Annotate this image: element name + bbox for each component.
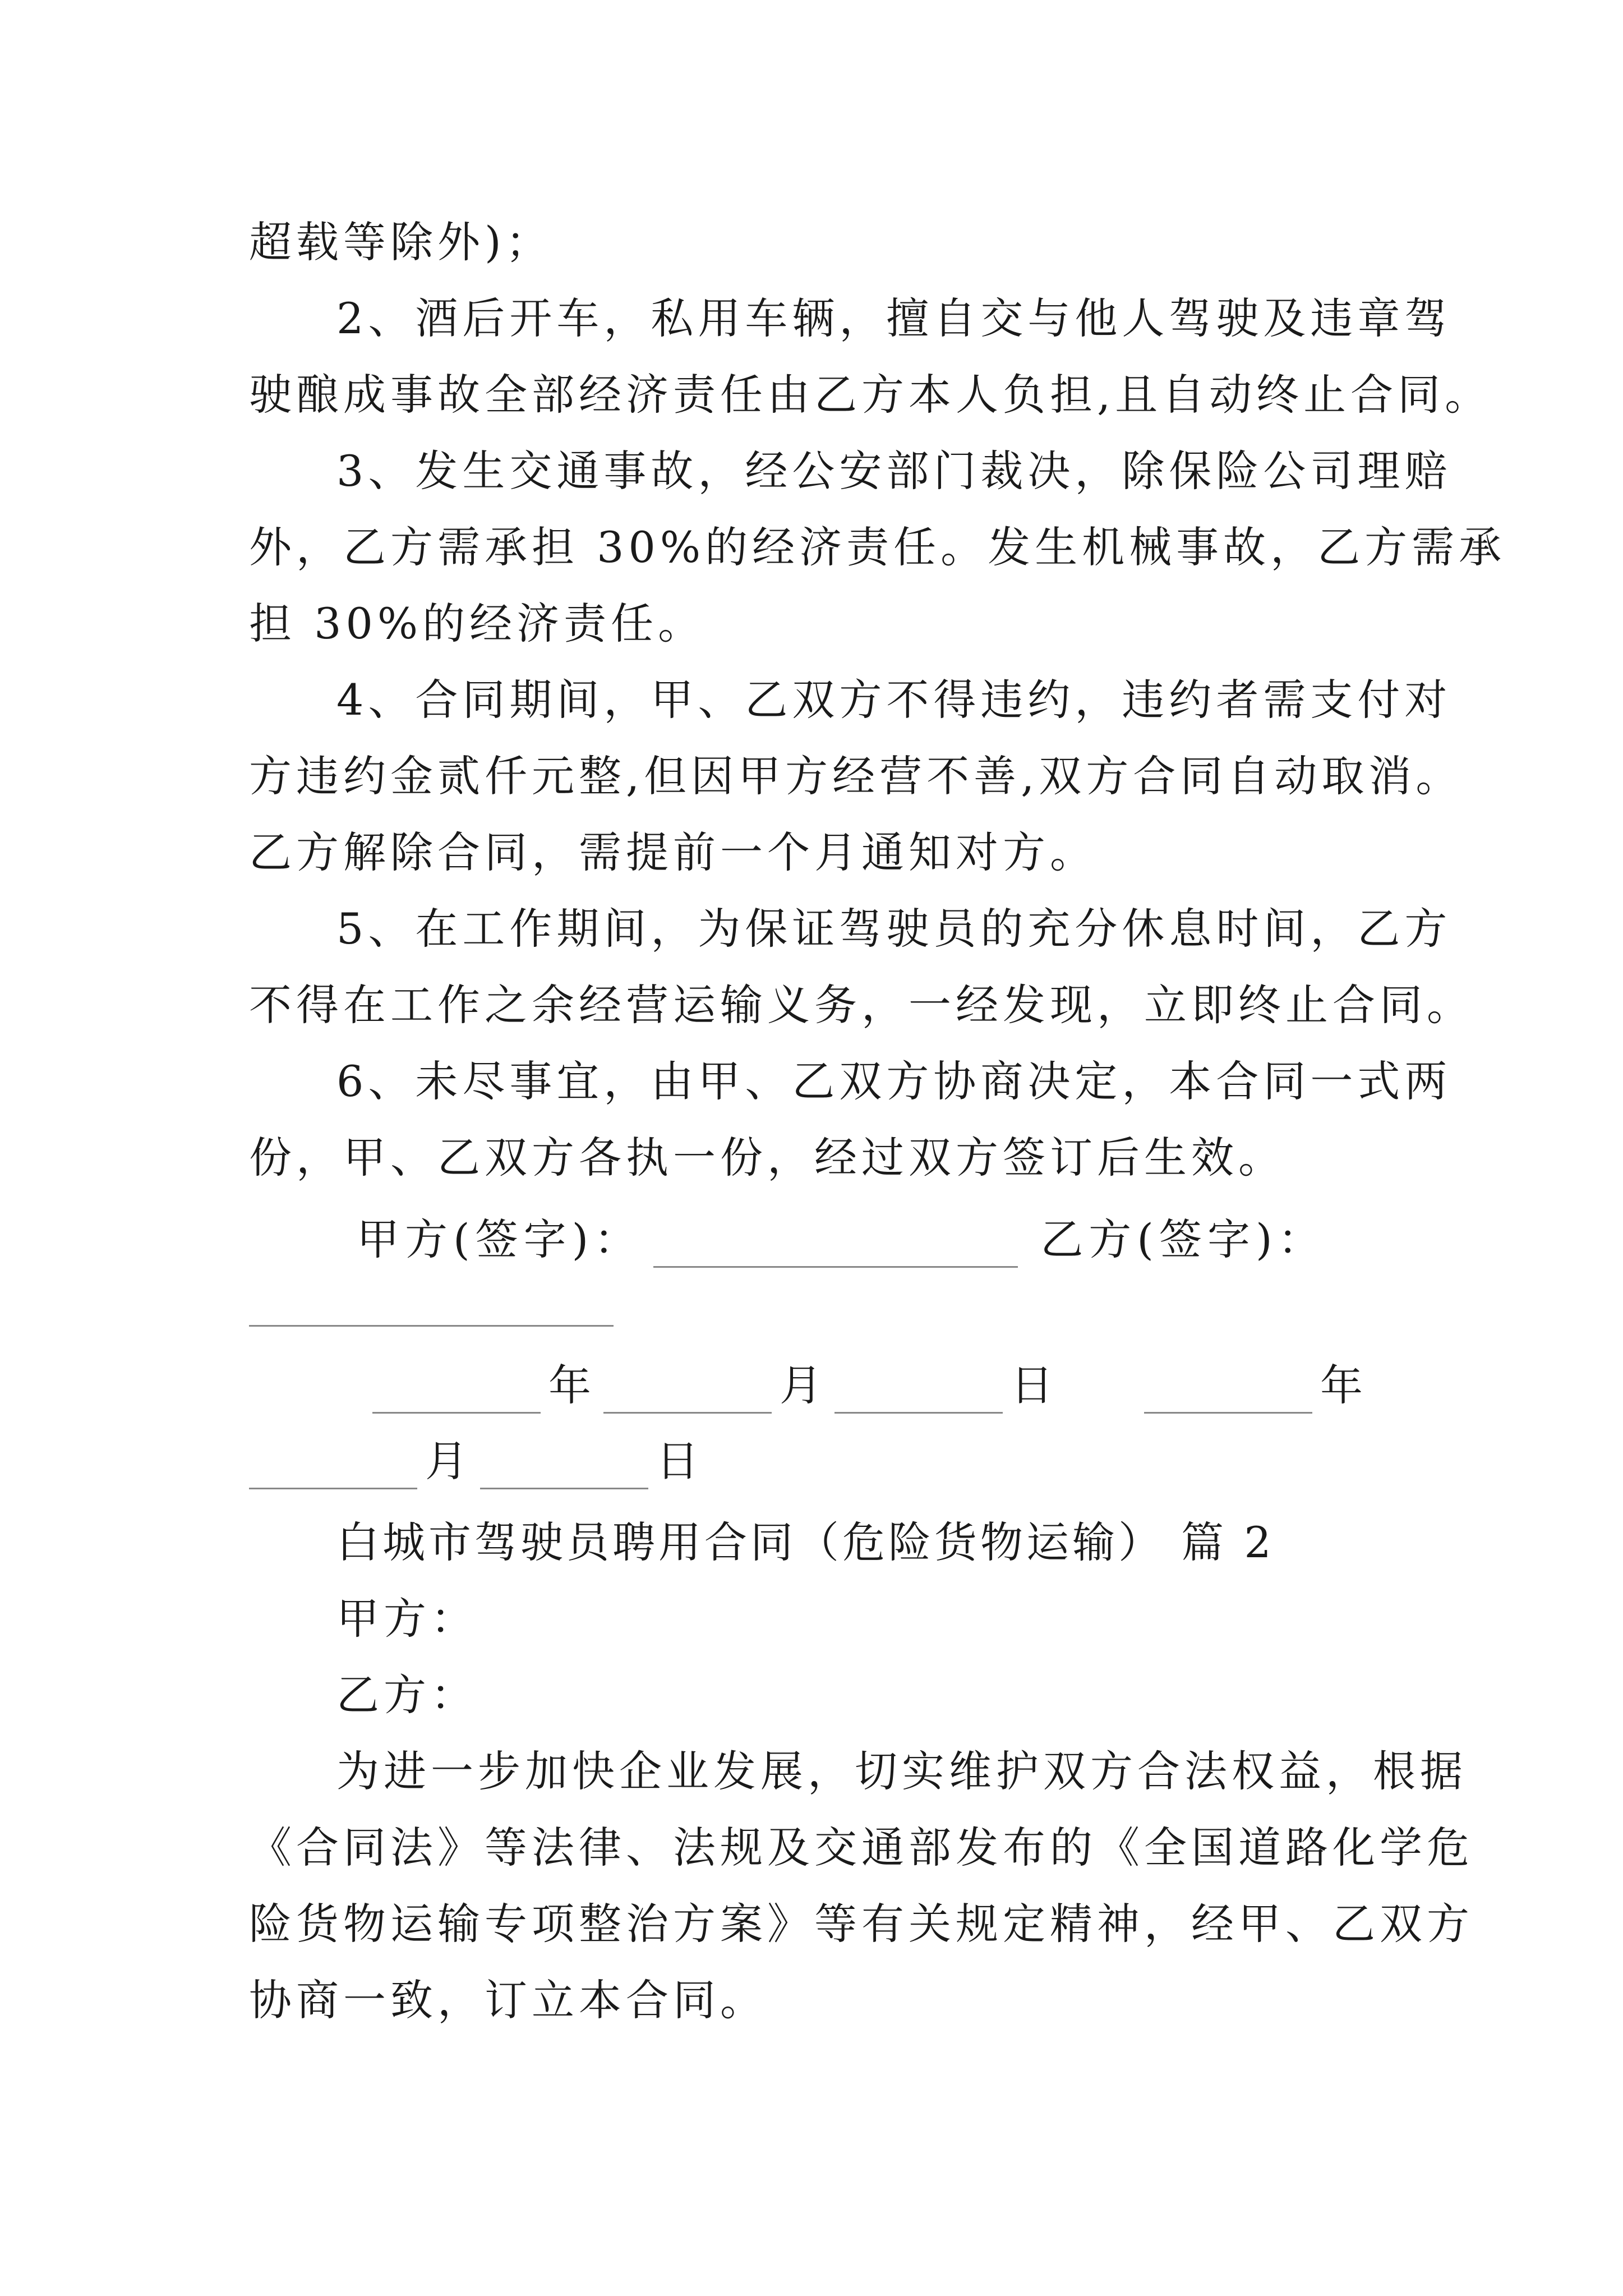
month-label: 月 [780, 1360, 827, 1410]
clause-2-line: 驶酿成事故全部经济责任由乙方本人负担,且自动终止合同。 [249, 370, 1492, 420]
party-a-year-blank[interactable] [372, 1373, 541, 1414]
party-a-label: 甲方： [336, 1594, 478, 1644]
date-row [365, 1358, 1367, 1414]
clause-4-line: 乙方解除合同，需提前一个月通知对方。 [249, 827, 1097, 877]
clause-4-line: 4、合同期间，甲、乙双方不得违约，违约者需支付对 [336, 675, 1452, 725]
party-b-label: 乙方： [336, 1670, 478, 1720]
clause-2-line: 2、酒后开车，私用车辆，擅自交与他人驾驶及违章驾 [336, 293, 1452, 343]
party-a-signature-label: 甲方(签字)： [357, 1214, 643, 1264]
section-title: 白城市驾驶员聘用合同（危险货物运输） 篇 2 [336, 1517, 1275, 1567]
clause-5-line: 5、在工作期间，为保证驾驶员的充分休息时间，乙方 [336, 904, 1452, 954]
clause-3-line: 担 30%的经济责任。 [249, 599, 706, 648]
party-a-signature-blank[interactable] [653, 1227, 1018, 1268]
party-a-month-blank[interactable] [603, 1373, 772, 1414]
day-label: 日 [1011, 1360, 1058, 1410]
clause-6-line: 6、未尽事宜，由甲、乙双方协商决定，本合同一式两 [336, 1056, 1452, 1106]
clause-4-line: 方违约金贰仟元整,但因甲方经营不善,双方合同自动取消。 [249, 751, 1463, 801]
clause-5-line: 不得在工作之余经营运输义务，一经发现，立即终止合同。 [249, 980, 1474, 1030]
party-b-signature-label: 乙方(签字)： [1040, 1214, 1326, 1264]
clause-6-line: 份，甲、乙双方各执一份，经过双方签订后生效。 [249, 1133, 1285, 1182]
signature-row [357, 1212, 1326, 1268]
year-label: 年 [1320, 1360, 1367, 1410]
clause-3-line: 外，乙方需承担 30%的经济责任。发生机械事故，乙方需承 [249, 522, 1506, 572]
day-label: 日 [656, 1436, 703, 1486]
party-a-day-blank[interactable] [834, 1373, 1003, 1414]
preamble-line: 为进一步加快企业发展，切实维护双方合法权益，根据 [336, 1746, 1467, 1796]
preamble-line: 《合同法》等法律、法规及交通部发布的《全国道路化学危 [249, 1823, 1474, 1872]
date-row [249, 1433, 703, 1489]
year-label: 年 [548, 1360, 596, 1410]
party-b-month-blank[interactable] [249, 1448, 417, 1489]
clause-3-line: 3、发生交通事故，经公安部门裁决，除保险公司理赔 [336, 446, 1452, 496]
party-b-signature-blank[interactable] [249, 1325, 614, 1327]
preamble-line: 险货物运输专项整治方案》等有关规定精神，经甲、乙双方 [249, 1899, 1474, 1949]
clause-text-line: 超载等除外)； [249, 217, 553, 267]
month-label: 月 [425, 1436, 472, 1486]
preamble-line: 协商一致，订立本合同。 [249, 1975, 767, 2025]
party-b-day-blank[interactable] [480, 1448, 648, 1489]
party-b-year-blank[interactable] [1144, 1373, 1312, 1414]
